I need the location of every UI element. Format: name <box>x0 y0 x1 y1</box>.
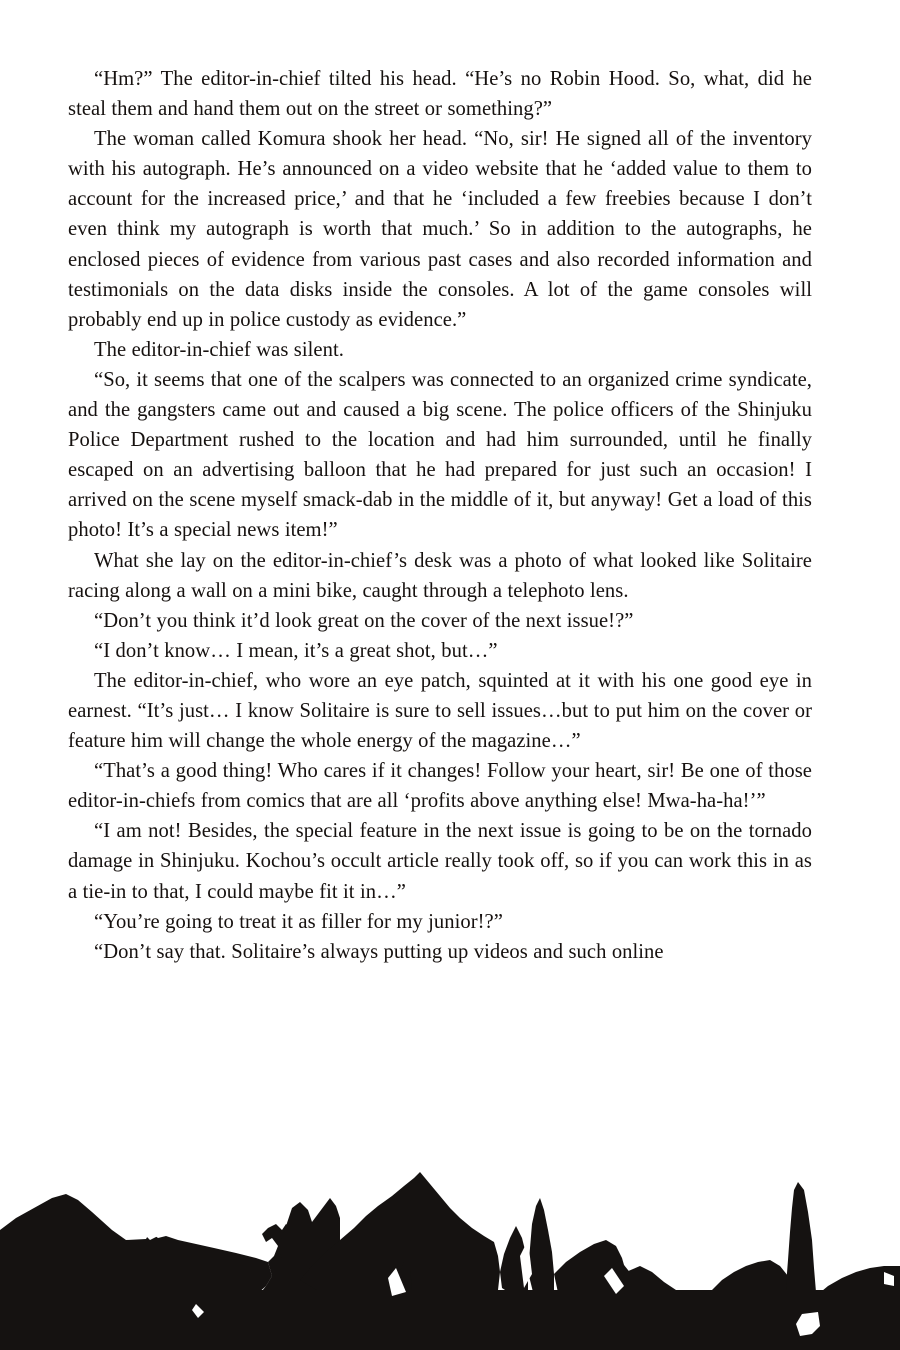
rubble-debris-silhouette-illustration <box>0 1090 900 1350</box>
debris-diagonal-plank <box>608 1260 656 1318</box>
debris-right-block-cluster <box>600 1260 796 1350</box>
debris-shapes <box>0 1172 900 1350</box>
paragraph: “I don’t know… I mean, it’s a great shot, but…” <box>94 639 498 662</box>
paragraph: “Don’t say that. Solitaire’s always putting up videos and such online <box>94 940 664 963</box>
paragraph: The woman called Komura shook her head. “No, sir! He signed all of the inventory with his autograph. He’s announced on a video website that he ‘added value to them to account for the increased price,’ and that he ‘included a few freebies because I don’t even think my autograph is worth that much.’ So in addition to the autographs, he enclosed pieces of evidence from various past cases and also recorded information and testimonials on the data disks inside the consoles. A lot of the game consoles will probably end up in police custody as evidence.” <box>68 128 812 331</box>
debris-left-mound <box>174 1286 272 1350</box>
debris-base-fill <box>0 1290 900 1350</box>
paragraph: The editor-in-chief was silent. <box>94 338 344 361</box>
notch-left-small <box>192 1304 204 1318</box>
paragraph: “So, it seems that one of the scalpers was connected to an organized crime syndicate, and the gangsters came out and caused a big scene. The police officers of the Shinjuku Police Department rushed to the location and had him surrounded, until he finally escaped on an advertising balloon that he had prepared for just such an occasion! I arrived on the scene myself smack-dab in the middle of it, but anyway! Get a load of this photo! It’s a special news item!” <box>68 368 812 542</box>
paragraph: “Hm?” The editor-in-chief tilted his head. “He’s no Robin Hood. So, what, did he steal them and hand them out on the street or something?” <box>68 68 812 121</box>
notch-far-right <box>884 1272 894 1286</box>
paragraph: “Don’t you think it’d look great on the cover of the next issue!?” <box>94 609 634 632</box>
debris-main-mass <box>0 1194 272 1350</box>
debris-white-notches <box>144 1228 894 1336</box>
notch-blade-gap <box>520 1240 532 1288</box>
debris-wedge-right <box>554 1240 626 1302</box>
paragraph: “You’re going to treat it as filler for my junior!?” <box>94 910 503 933</box>
paragraph: What she lay on the editor-in-chief’s desk was a photo of what looked like Solitaire racing along a wall on a mini bike, caught through a telephoto lens. <box>68 549 812 602</box>
paragraph: “I am not! Besides, the special feature in the next issue is going to be on the tornado damage in Shinjuku. Kochou’s occult article really took off, so if you can work this in as a tie-in to that, I could maybe fit it in…” <box>68 820 812 903</box>
debris-angular-plate <box>252 1224 330 1350</box>
notch-plank-gap <box>604 1268 624 1294</box>
paragraph: “That’s a good thing! Who cares if it changes! Follow your heart, sir! Be one of those editor-in-chiefs from comics that are all ‘profits above anything else! Mwa-ha-ha!’” <box>68 760 812 813</box>
debris-slab-left-of-peak <box>278 1198 340 1270</box>
notch-right-angular <box>796 1312 820 1336</box>
debris-right-flange <box>806 1310 844 1342</box>
body-text-column <box>68 64 812 967</box>
debris-sliver-left <box>392 1262 412 1306</box>
debris-central-peak <box>300 1172 500 1312</box>
notch-center-triangle <box>388 1268 406 1296</box>
debris-blade-1 <box>500 1226 528 1296</box>
notch-left-gap <box>144 1228 158 1240</box>
paragraph: The editor-in-chief, who wore an eye patch, squinted at it with his one good eye in earnest. “It’s just… I know Solitaire is sure to sell issues…but to put him on the cover or feature him will change the whole energy of the magazine…” <box>68 669 812 753</box>
debris-tall-right-shard <box>786 1182 816 1330</box>
debris-far-right-mass <box>812 1266 900 1350</box>
debris-thin-spike <box>528 1198 554 1296</box>
